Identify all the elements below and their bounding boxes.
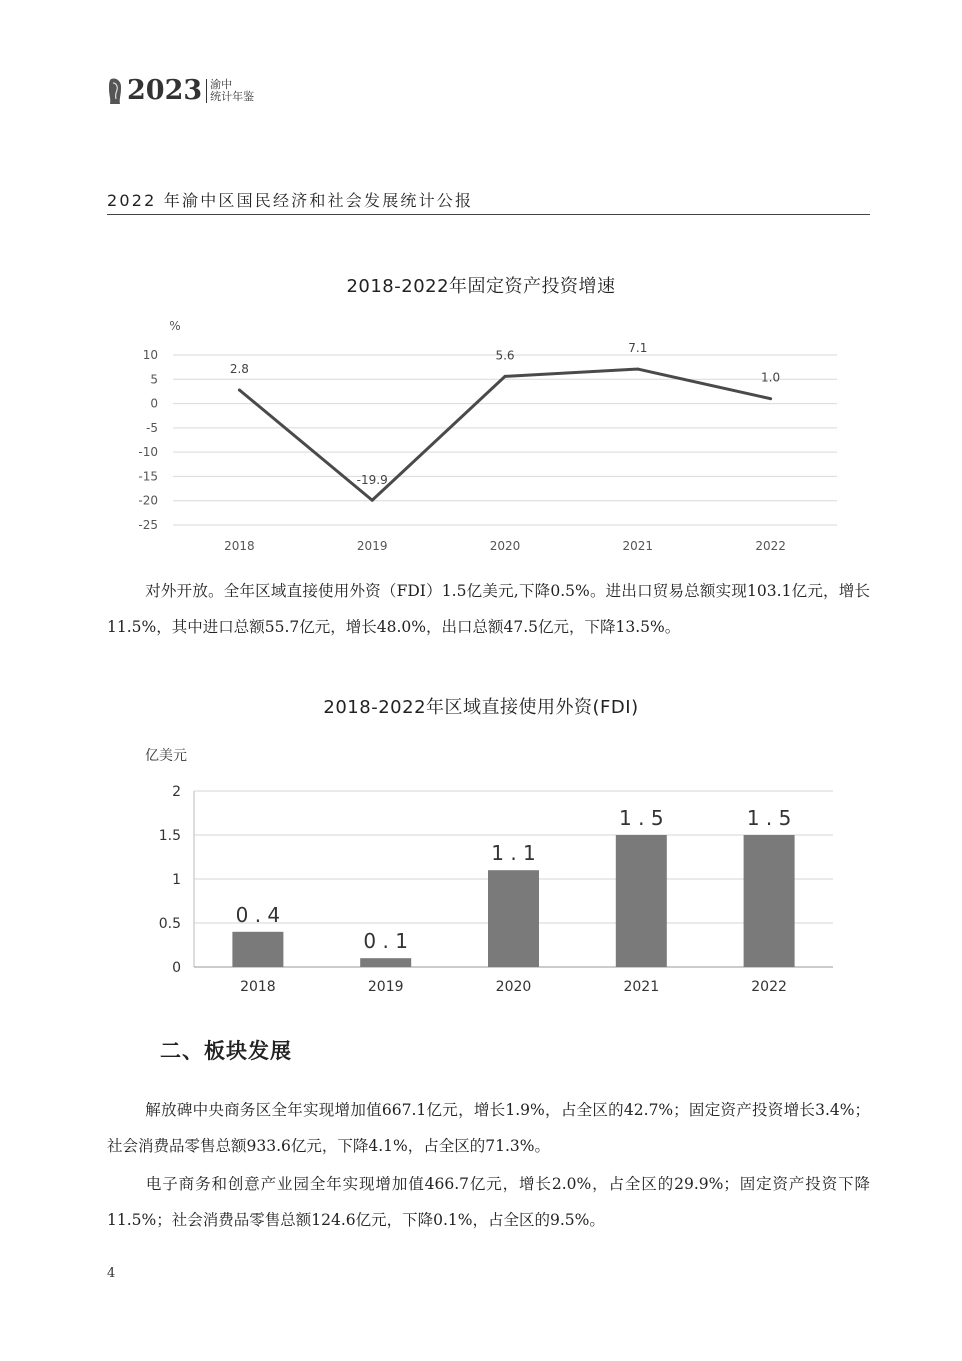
chart1-x-tick-label: 2019 xyxy=(356,539,388,553)
chart1-data-label: 2.8 xyxy=(229,361,249,376)
header-rule xyxy=(107,214,870,215)
chart2-y-tick-label: 2 xyxy=(172,784,181,800)
chart1-y-tick-label: 10 xyxy=(142,348,158,362)
chart1-data-label: 5.6 xyxy=(495,348,515,363)
chart1-data-point xyxy=(636,368,639,371)
chart2-bar xyxy=(360,958,411,967)
chart1-x-tick-label: 2018 xyxy=(224,539,255,553)
chart2-bar xyxy=(616,835,667,967)
paragraph-ecommerce-text: 电子商务和创意产业园全年实现增加值466.7亿元，增长2.0%，占全区的29.9%；固定资产投资下降11.5%；社会消费品零售总额124.6亿元，下降0.1%，占全区的9.5%。 xyxy=(107,1175,870,1229)
chart2-data-label: 1 . 1 xyxy=(491,841,536,866)
chart1-data-label: 1.0 xyxy=(761,370,781,385)
report-title: 2022 年渝中区国民经济和社会发展统计公报 xyxy=(107,191,474,210)
chart1-y-tick-label: -15 xyxy=(138,469,158,484)
chart1-data-label: 7.1 xyxy=(628,341,648,356)
logo-text-line1: 渝中 xyxy=(210,78,233,91)
paragraph-cbd xyxy=(107,1092,870,1164)
chart2-x-tick-label: 2022 xyxy=(751,979,787,995)
chart2-unit-label: 亿美元 xyxy=(145,748,187,764)
chart2-bar xyxy=(232,932,283,967)
paragraph-ecommerce-park xyxy=(107,1166,870,1238)
paragraph-cbd-text: 解放碑中央商务区全年实现增加值667.1亿元，增长1.9%，占全区的42.7%；固定资产投资增长3.4%；社会消费品零售总额933.6亿元，下降4.1%，占全区的71.3%。 xyxy=(107,1101,870,1155)
logo-text-line2: 统计年鉴 xyxy=(210,90,255,103)
chart1-y-tick-label: 0 xyxy=(150,396,158,411)
chart1-y-tick-label: -5 xyxy=(146,420,158,435)
chart2-x-tick-label: 2021 xyxy=(623,979,660,995)
chart2-y-tick-label: 0 xyxy=(172,960,181,976)
chart1-x-tick-label: 2022 xyxy=(755,539,786,553)
chart1-data-point xyxy=(238,388,241,391)
paragraph-body: 全年区域直接使用外资（FDI）1.5亿美元,下降0.5%。进出口贸易总额实现103.1亿元，增长11.5%，其中进口总额55.7亿元，增长48.0%，出口总额47.5亿元，下降13.5%。 xyxy=(107,582,870,636)
logo-divider xyxy=(206,79,207,103)
chart2-title: 2018-2022年区域直接使用外资(FDI) xyxy=(323,697,639,718)
page-number: 4 xyxy=(107,1266,116,1281)
chart1-data-point xyxy=(371,499,374,502)
chart1-y-tick-label: 5 xyxy=(150,372,158,387)
logo-year: 2023 xyxy=(127,75,203,106)
chart2-data-label: 1 . 5 xyxy=(619,806,664,830)
chart1-x-tick-label: 2021 xyxy=(622,539,654,553)
chart1-unit-label: % xyxy=(169,319,181,333)
chart2-x-tick-label: 2020 xyxy=(495,979,532,995)
chart2-x-tick-label: 2019 xyxy=(367,979,404,995)
chart2-y-tick-label: 1 xyxy=(172,872,181,888)
chart1-x-tick-label: 2020 xyxy=(489,539,521,553)
section-heading-sectors: 二、板块发展 xyxy=(160,1039,292,1063)
paragraph-lead: 对外开放。 xyxy=(145,582,224,600)
chart2-y-tick-label: 0.5 xyxy=(158,916,181,932)
chart2-data-label: 0 . 4 xyxy=(235,902,281,927)
chart2-data-label: 1 . 5 xyxy=(746,806,792,830)
chart2-bar xyxy=(488,870,539,967)
logo-text xyxy=(210,79,254,103)
fixed-asset-growth-line-chart xyxy=(0,300,962,565)
chart1-y-tick-label: -20 xyxy=(138,493,158,508)
chart2-y-tick-label: 1.5 xyxy=(158,828,181,844)
chart1-data-point xyxy=(504,375,507,378)
chart2-data-label: 0 . 1 xyxy=(363,929,408,954)
chart1-series-line xyxy=(239,369,770,500)
chart1-data-point xyxy=(769,397,772,400)
yearbook-logo xyxy=(107,74,254,108)
chart1-y-tick-label: -10 xyxy=(138,445,158,460)
chart1-y-tick-label: -25 xyxy=(138,518,158,532)
fdi-bar-chart xyxy=(0,775,962,1005)
chart2-x-tick-label: 2018 xyxy=(240,979,276,995)
logo-mark-icon xyxy=(107,77,123,105)
chart2-bar xyxy=(744,835,795,967)
chart1-title: 2018-2022年固定资产投资增速 xyxy=(346,276,616,297)
paragraph-foreign-trade xyxy=(107,573,870,645)
chart1-data-label: -19.9 xyxy=(356,473,388,488)
